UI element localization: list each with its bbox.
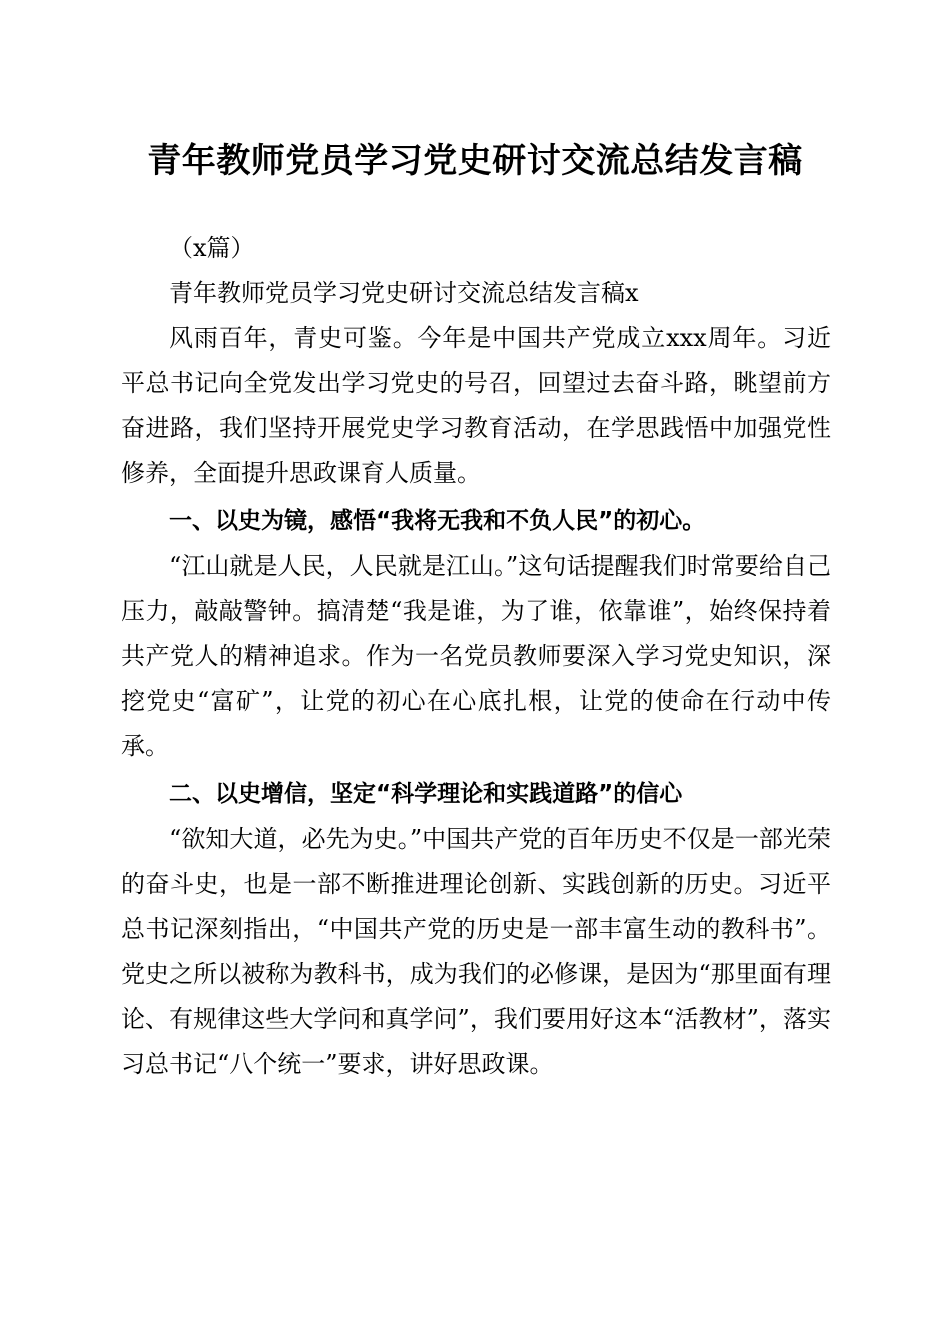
document-title: 青年教师党员学习党史研讨交流总结发言稿 bbox=[147, 141, 803, 181]
document-body bbox=[121, 226, 831, 1087]
intro-paragraph: 风雨百年，青史可鉴。今年是中国共产党成立xxx周年。习近平总书记向全党发出学习党史的号召，回望过去奋斗路，眺望前方奋进路，我们坚持开展党史学习教育活动，在学思践悟中加强党性修养，全面提升思政课育人质量。 bbox=[121, 324, 831, 487]
section-heading-2: 二、以史增信，坚定“科学理论和实践道路”的信心 bbox=[169, 781, 683, 807]
section-heading-1: 一、以史为镜，感悟“我将无我和不负人民”的初心。 bbox=[169, 508, 706, 534]
section-1-paragraph: “江山就是人民，人民就是江山。”这句话提醒我们时常要给自己压力，敲敲警钟。搞清楚“我是谁，为了谁，依靠谁”，始终保持着共产党人的精神追求。作为一名党员教师要深入学习党史知识，深挖党史“富矿”，让党的初心在心底扎根，让党的使命在行动中传承。 bbox=[121, 552, 831, 760]
section-2-paragraph: “欲知大道，必先为史。”中国共产党的百年历史不仅是一部光荣的奋斗史，也是一部不断推进理论创新、实践创新的历史。习近平总书记深刻指出，“中国共产党的历史是一部丰富生动的教科书”。党史之所以被称为教科书，成为我们的必修课，是因为“那里面有理论、有规律这些大学问和真学问”，我们要用好这本“活教材”，落实习总书记“八个统一”要求，讲好思政课。 bbox=[121, 825, 831, 1078]
subtitle: 青年教师党员学习党史研讨交流总结发言稿x bbox=[169, 279, 639, 307]
article-count-note: （x篇） bbox=[169, 234, 255, 262]
